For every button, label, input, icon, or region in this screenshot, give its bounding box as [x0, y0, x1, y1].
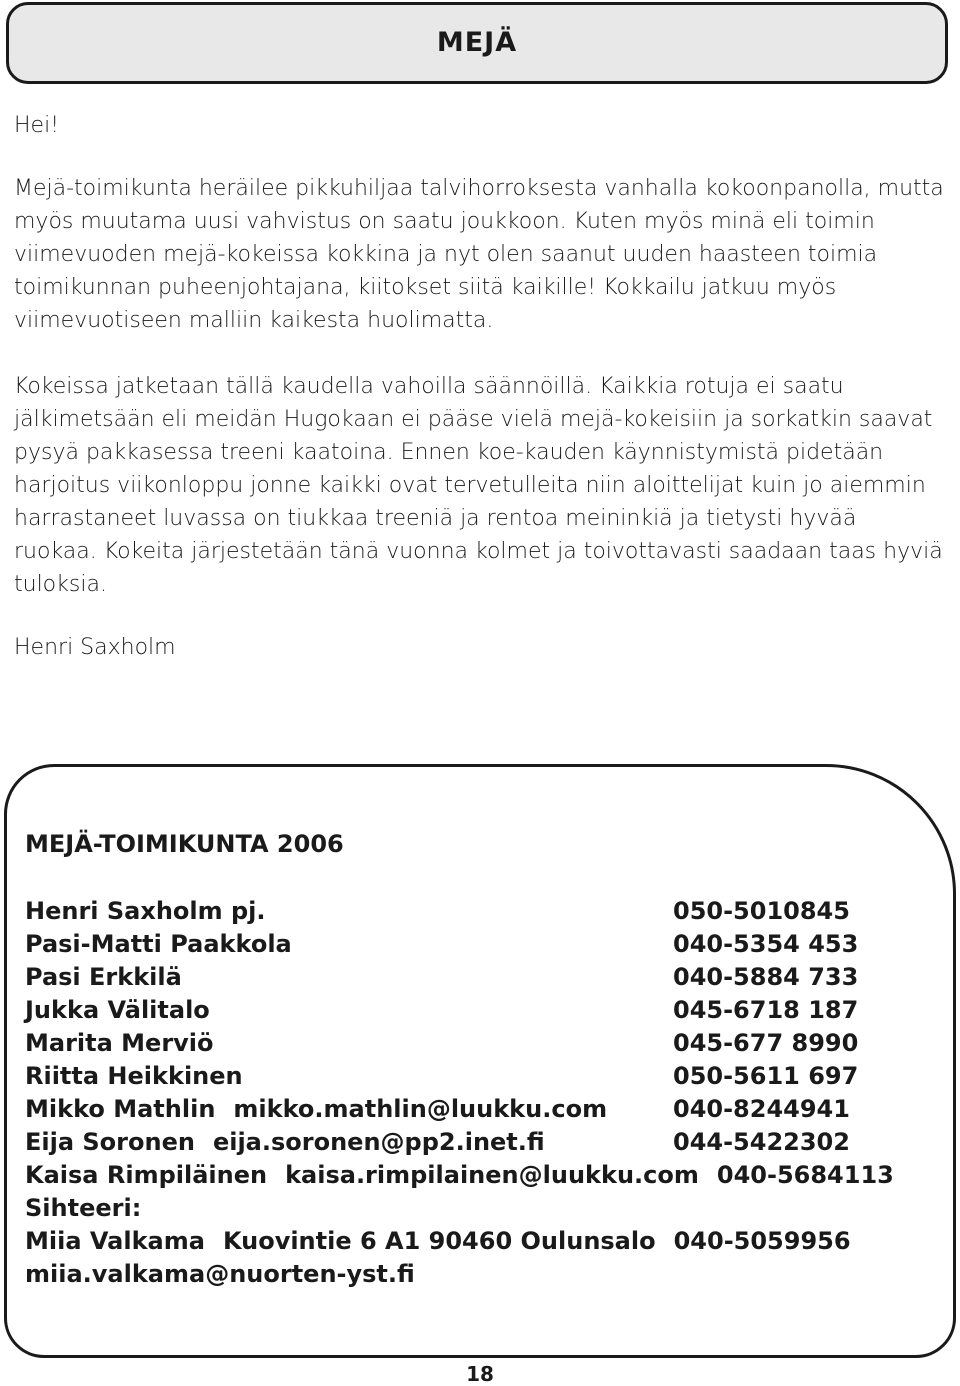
- member-phone: 040-5354 453: [673, 930, 859, 958]
- secretary-email-row: [25, 1258, 955, 1291]
- member-row: [25, 1093, 955, 1126]
- member-name: Pasi-Matti Paakkola: [25, 930, 292, 958]
- member-row: [25, 1027, 955, 1060]
- member-row: [25, 961, 955, 994]
- member-name: Eija Soronen: [25, 1128, 195, 1156]
- secretary-row: [25, 1225, 955, 1258]
- greeting: Hei!: [14, 113, 60, 138]
- member-email[interactable]: eija.soronen@pp2.inet.fi: [212, 1128, 545, 1156]
- letter-paragraph-2: Kokeissa jatketaan tällä kaudella vahoilla säännöillä. Kaikkia rotuja ei saatu jälkimetsään eli meidän Hugokaan ei pääse vielä mejä-kokeisiin ja sorkatkin saavat pysyä pakkasessa treeni kaatoina. Ennen koe-kauden käynnistymistä pidetään harjoitus viikonloppu jonne kaikki ovat tervetulleita niin aloittelijat kuin jo aiemmin harrastaneet luvassa on tiukkaa treeniä ja rentoa meininkiä ja tietysti hyvää ruokaa. Kokeita järjestetään tänä vuonna kolmet ja toivottavasti saadaan taas hyviä tuloksia.: [14, 374, 943, 597]
- member-name: Kaisa Rimpiläinen: [25, 1161, 268, 1189]
- committee-box: [4, 764, 956, 1358]
- secretary-address: Kuovintie 6 A1 90460 Oulunsalo: [222, 1227, 656, 1255]
- member-name: Jukka Välitalo: [25, 996, 210, 1024]
- committee-title: MEJÄ-TOIMIKUNTA 2006: [25, 830, 344, 858]
- member-phone: 045-6718 187: [673, 996, 859, 1024]
- member-phone: 050-5010845: [673, 897, 850, 925]
- secretary-name: Miia Valkama: [25, 1227, 205, 1255]
- member-email[interactable]: kaisa.rimpilainen@luukku.com: [285, 1161, 699, 1189]
- secretary-label: Sihteeri:: [25, 1194, 142, 1222]
- member-row: [25, 1159, 955, 1192]
- member-phone: 040-5684113: [716, 1161, 894, 1189]
- member-name: Henri Saxholm pj.: [25, 897, 266, 925]
- member-list: [25, 895, 955, 1291]
- member-name: Mikko Mathlin: [25, 1095, 216, 1123]
- page-number: 18: [466, 1362, 494, 1386]
- member-name: Riitta Heikkinen: [25, 1062, 243, 1090]
- member-phone: 045-677 8990: [673, 1029, 859, 1057]
- secretary-phone: 040-5059956: [673, 1227, 851, 1255]
- member-row: [25, 928, 955, 961]
- member-name: Pasi Erkkilä: [25, 963, 182, 991]
- member-email[interactable]: mikko.mathlin@luukku.com: [233, 1095, 608, 1123]
- member-row: [25, 1126, 955, 1159]
- letter-paragraph-1: Mejä-toimikunta heräilee pikkuhiljaa talvihorroksesta vanhalla kokoonpanolla, mutta myös muutama uusi vahvistus on saatu joukkoon. Kuten myös minä eli toimin viimevuoden mejä-kokeissa kokkina ja nyt olen saanut uuden haasteen toimia toimikunnan puheenjohtajana, kiitokset siitä kaikille! Kokkailu jatkuu myös viimevuotiseen malliin kaikesta huolimatta.: [14, 176, 944, 333]
- member-phone: 040-8244941: [673, 1095, 850, 1123]
- member-row: [25, 1060, 955, 1093]
- member-row: [25, 895, 955, 928]
- header-banner: [6, 2, 948, 84]
- member-name: Marita Merviö: [25, 1029, 214, 1057]
- secretary-label-row: [25, 1192, 955, 1225]
- member-phone: 050-5611 697: [673, 1062, 859, 1090]
- member-row: [25, 994, 955, 1027]
- member-phone: 044-5422302: [673, 1128, 850, 1156]
- member-phone: 040-5884 733: [673, 963, 859, 991]
- page-title: MEJÄ: [436, 27, 518, 58]
- secretary-email[interactable]: miia.valkama@nuorten-yst.fi: [25, 1260, 415, 1288]
- signature: Henri Saxholm: [14, 635, 176, 660]
